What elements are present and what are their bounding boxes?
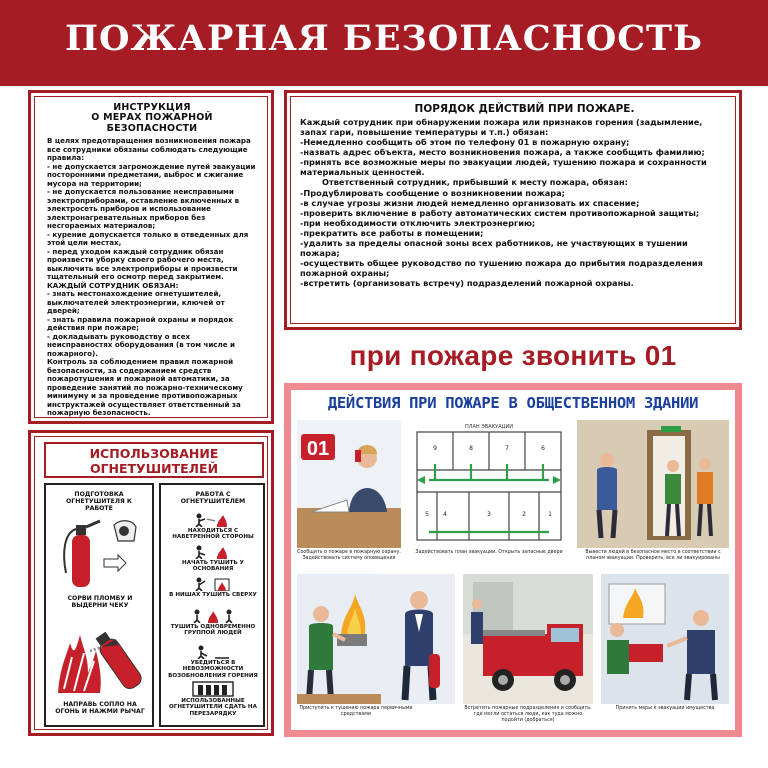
aim-caption: НАПРАВЬ СОПЛО НА ОГОНЬ И НАЖМИ РЫЧАГ	[55, 701, 145, 716]
recharge-rack-icon	[191, 681, 235, 697]
public-building-inner	[291, 390, 735, 730]
evacuation-plan-illustration	[409, 420, 569, 548]
instructions-line: - докладывать руководству о всех неисправностях оборудования (в том числе и пожарного).	[47, 331, 235, 358]
man-with-extinguisher-illustration	[381, 574, 455, 704]
upwind-person-icon	[191, 513, 235, 527]
check-fire-icon	[191, 645, 235, 659]
group-extinguish-icon	[191, 609, 235, 623]
fire-actions-line: -прекратить все работы в помещении;	[300, 227, 484, 238]
instructions-panel	[28, 90, 274, 424]
fire-actions-line: -Немедленно сообщить об этом по телефону 01 в пожарную охрану;	[300, 137, 630, 148]
fire-actions-line: -Продублировать сообщение о возникновении пожара;	[300, 187, 565, 198]
fire-actions-line: -удалить за пределы опасной зоны всех работников, не участвующих в тушении пожара;	[300, 237, 688, 259]
fire-actions-line: -в случае угрозы жизни людей немедленно организовать их спасение;	[300, 197, 640, 208]
panel-caption: Встретить пожарные подразделения и сообщить, где могли остаться люди, как туда можно подойти (добраться)	[464, 706, 592, 723]
extinguisher-prep-column	[44, 483, 154, 727]
instructions-line: В целях предотвращения возникновения пожара все сотрудники обязаны соблюдать следующие правила:	[47, 136, 251, 163]
extinguisher-work-column	[159, 483, 265, 727]
prep-caption: ПОДГОТОВКА ОГНЕТУШИТЕЛЯ К РАБОТЕ	[66, 491, 132, 513]
room-number: 9	[433, 445, 437, 452]
panel-caption: Задействовать план эвакуации. Открыть запасные двери	[415, 550, 563, 555]
badge-01: 01	[306, 438, 330, 460]
evacuate-property-illustration	[601, 574, 729, 704]
panel-caption: Вывести людей в безопасное место в соответствии с планом эвакуации. Проверить, все ли эвакуированы	[585, 550, 721, 561]
header-banner	[0, 0, 768, 86]
extinguisher-title-line2: ОГНЕТУШИТЕЛЕЙ	[89, 461, 219, 476]
instructions-line: - знать правила пожарной охраны и порядок действия при пожаре;	[47, 314, 234, 333]
room-number: 1	[548, 511, 552, 518]
evacuation-plan-label: ПЛАН ЭВАКУАЦИИ	[464, 424, 514, 430]
extinguisher-panel	[28, 430, 274, 736]
instructions-line: - знать местонахождение огнетушителей, выключателей электроэнергии, ключей от дверей;	[47, 289, 225, 316]
pin-caption: СОРВИ ПЛОМБУ И ВЫДЕРНИ ЧЕКУ	[67, 595, 133, 610]
fire-actions-line: Ответственный сотрудник, прибывший к месту пожара, обязан:	[322, 177, 628, 188]
instructions-title-line1: ИНСТРУКЦИЯ	[113, 102, 191, 113]
extinguisher-title	[44, 442, 264, 478]
room-number: 5	[425, 511, 429, 518]
instructions-line: КАЖДЫЙ СОТРУДНИК ОБЯЗАН:	[47, 280, 179, 290]
work-step: НАЧАТЬ ТУШИТЬ У ОСНОВАНИЯ	[182, 560, 244, 573]
work-step: ИСПОЛЬЗОВАННЫЕ ОГНЕТУШИТЕЛИ СДАТЬ НА ПЕРЕЗАРЯДКУ	[169, 698, 257, 717]
panel-caption: Сообщить о пожаре в пожарную охрану. Задействовать систему оповещения	[297, 550, 401, 561]
room-number: 4	[443, 511, 447, 518]
fire-actions-body	[300, 117, 729, 288]
room-number: 6	[541, 445, 545, 452]
work-caption: РАБОТА С ОГНЕТУШИТЕЛЕМ	[180, 491, 246, 506]
instructions-title	[47, 103, 257, 134]
fire-truck-illustration	[463, 574, 593, 704]
instructions-line: - не допускается пользование неисправными электроприборами, оставление включенных в электросеть приборов и использование электронагревательных приборов без несгораемых материалов;	[47, 187, 240, 231]
call-fire-dept-illustration	[297, 420, 401, 548]
fire-actions-panel	[284, 90, 742, 330]
evacuate-people-illustration	[577, 420, 729, 548]
room-number: 2	[522, 511, 526, 518]
work-step: ТУШИТЬ ОДНОВРЕМЕННО ГРУППОЙ ЛЮДЕЙ	[170, 624, 256, 637]
instructions-title-line2: О МЕРАХ ПОЖАРНОЙ БЕЗОПАСНОСТИ	[91, 112, 213, 134]
spraying-fire-icon	[54, 617, 146, 697]
page-title: ПОЖАРНАЯ БЕЗОПАСНОСТЬ	[65, 18, 703, 59]
base-extinguish-icon	[191, 545, 235, 559]
work-step: НАХОДИТЬСЯ С НАВЕТРЕННОЙ СТОРОНЫ	[172, 528, 254, 541]
extinguisher-title-line1: ИСПОЛЬЗОВАНИЕ	[89, 446, 219, 461]
instructions-line: - перед уходом каждый сотрудник обязан произвести уборку своего рабочего места, выключить все электроприборы и произвести тщательный его осмотр перед закрытием.	[47, 246, 238, 282]
fire-actions-line: -встретить (организовать встречу) подразделений пожарной охраны.	[300, 278, 634, 289]
fire-actions-line: Каждый сотрудник при обнаружении пожара или признаков горения (задымление, запах гари, повышение температуры и т.п.) обязан:	[300, 117, 703, 138]
fire-actions-title: ПОРЯДОК ДЕЙСТВИЙ ПРИ ПОЖАРЕ.	[414, 103, 635, 115]
fire-actions-line: -при необходимости отключить электроэнергию;	[300, 217, 536, 228]
extinguisher-icon	[54, 513, 146, 593]
niche-extinguish-icon	[191, 577, 235, 591]
fire-actions-line: -осуществить общее руководство по тушению пожара до прибытия подразделения пожарной охраны;	[300, 258, 703, 279]
public-building-title: ДЕЙСТВИЯ ПРИ ПОЖАРЕ В ОБЩЕСТВЕННОМ ЗДАНИИ	[327, 394, 699, 412]
instructions-body	[47, 137, 257, 418]
fire-actions-line: -проверить включение в работу автоматических систем противопожарной защиты;	[300, 207, 700, 218]
fire-actions-line: -назвать адрес объекта, место возникновения пожара, а также сообщить фамилию;	[300, 147, 705, 158]
emergency-call-text: при пожаре звонить 01	[349, 340, 677, 371]
panel-caption: Принять меры к эвакуации имущества	[615, 706, 715, 711]
room-number: 7	[505, 445, 509, 452]
panel-caption: Приступить к тушению пожара первичными средствами	[299, 706, 413, 717]
public-building-panel	[284, 383, 742, 737]
room-number: 3	[487, 511, 491, 518]
fire-actions-line: -принять все возможные меры по эвакуации людей, тушению пожара и сохранности материальных ценностей.	[300, 157, 707, 178]
instructions-line: Контроль за соблюдением правил пожарной безопасности, за содержанием средств пожаротушения и пожарной автоматики, за проведение занятий по пожарно-техническому минимуму и за проведение противопожарных инструктажей осуществляет ответственный за пожарную безопасность.	[47, 357, 243, 418]
work-step: УБЕДИТЬСЯ В НЕВОЗМОЖНОСТИ ВОЗОБНОВЛЕНИЯ ГОРЕНИЯ	[168, 660, 258, 679]
instructions-line: - курение допускается только в отведенных для этой цели местах,	[47, 229, 249, 248]
instructions-line: - не допускается загромождение путей эвакуации посторонними предметами, выброс и сжигание мусора на территории;	[47, 161, 256, 188]
work-step: В НИШАХ ТУШИТЬ СВЕРХУ	[169, 592, 257, 598]
room-number: 8	[469, 445, 473, 452]
